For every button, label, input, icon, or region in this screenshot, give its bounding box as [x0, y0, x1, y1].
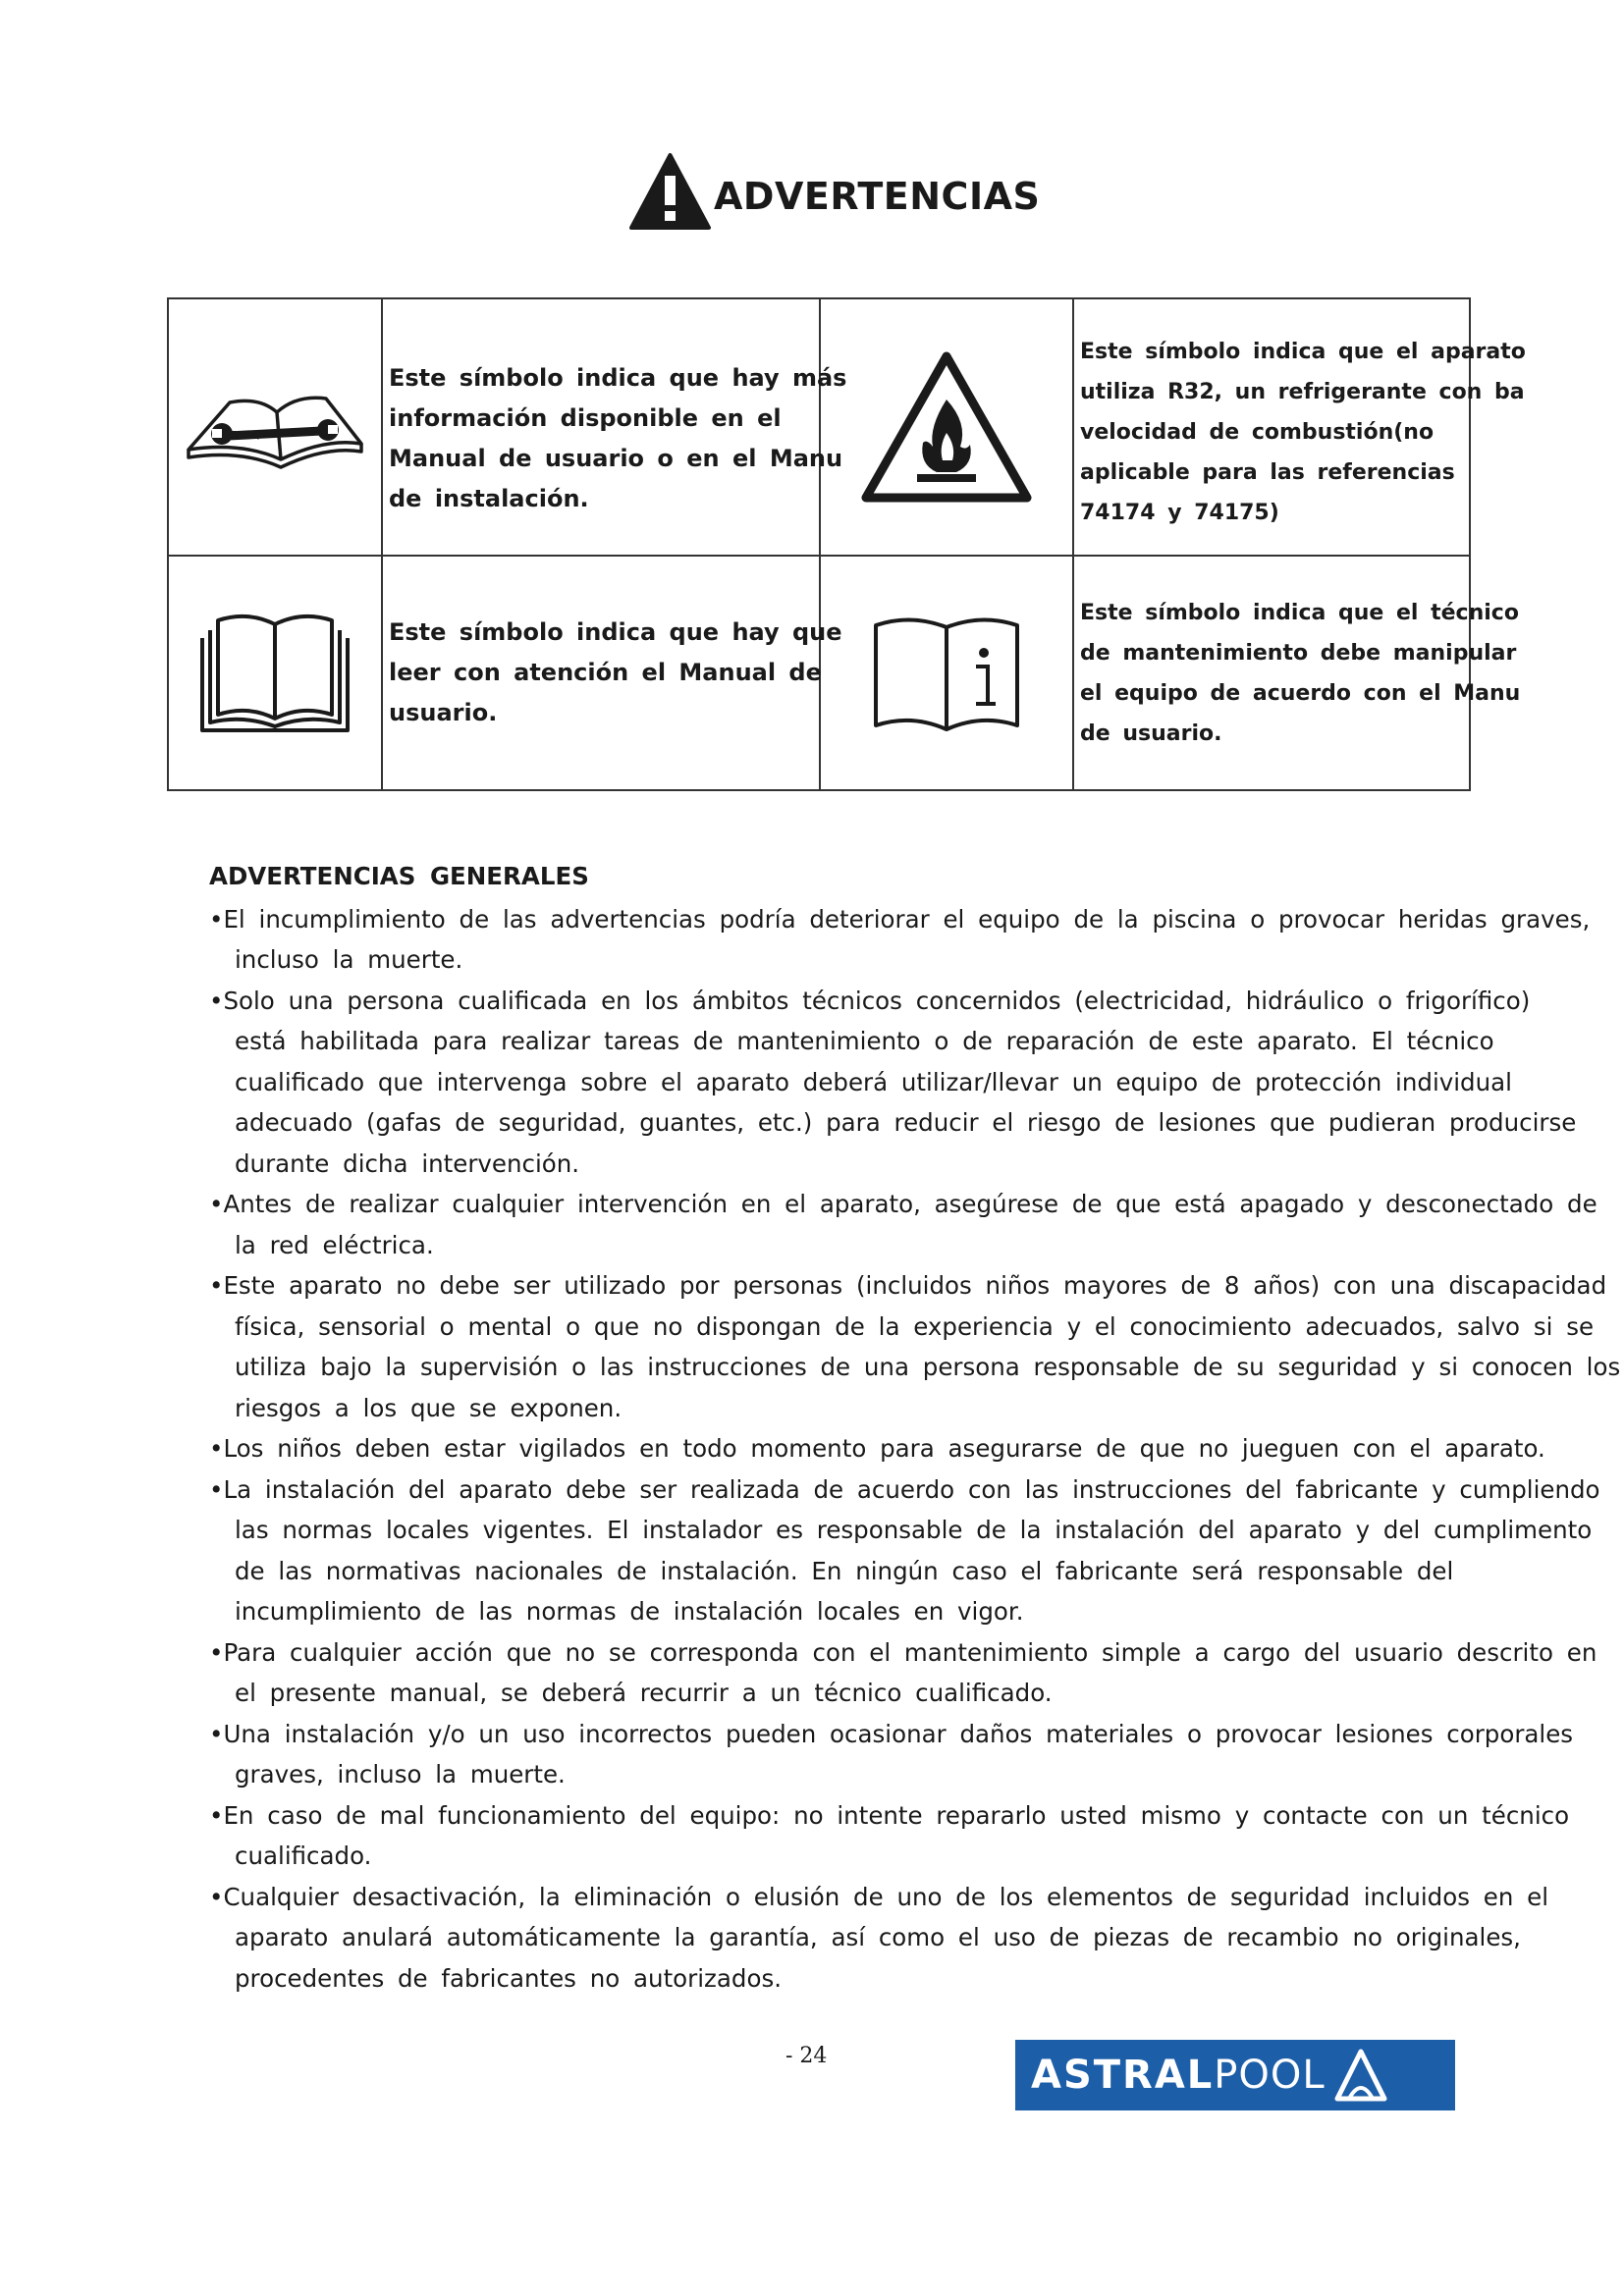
symbols-row: [168, 556, 1470, 790]
symbols-table: [167, 297, 1526, 791]
symbol-description: [1073, 298, 1526, 556]
symbol-cell: [168, 556, 382, 790]
list-item: [209, 981, 1584, 1185]
text-line: utiliza R32, un refrigerante con ba: [1080, 379, 1525, 404]
text-line: graves, incluso la muerte.: [235, 1760, 566, 1789]
text-line: Este símbolo indica que hay que: [389, 618, 842, 646]
text-line: aplicable para las referencias: [1080, 459, 1455, 485]
text-line: leer con atención el Manual de: [389, 659, 822, 686]
list-item: [209, 1469, 1600, 1632]
text-line: cualificado que intervenga sobre el aparato deberá utilizar/llevar un equipo de protección individual: [235, 1067, 1512, 1096]
text-line: •Los niños deben estar vigilados en todo momento para asegurarse de que no jueguen con el aparato.: [209, 1434, 1545, 1463]
text-line: •El incumplimiento de las advertencias podría deteriorar el equipo de la piscina o provocar heridas graves,: [209, 904, 1591, 934]
page-title: ADVERTENCIAS: [714, 175, 1041, 218]
page-number: - 24: [785, 2044, 828, 2068]
read-manual-icon: [196, 605, 353, 742]
logo-mark-icon: [1335, 2048, 1386, 2103]
text-line: de instalación.: [389, 485, 589, 512]
text-line: Este símbolo indica que el técnico: [1080, 600, 1519, 625]
text-line: utiliza bajo la supervisión o las instrucciones de una persona responsable de su seguridad y si conocen los: [235, 1353, 1621, 1381]
open-book-wrench-icon: [179, 373, 371, 481]
text-line: incumplimiento de las normas de instalación locales en vigor.: [235, 1597, 1024, 1626]
list-item: [209, 1265, 1621, 1428]
text-line: Manual de usuario o en el Manu: [389, 445, 843, 472]
text-line: usuario.: [389, 699, 498, 726]
warnings-list: [209, 899, 1621, 2000]
text-line: física, sensorial o mental o que no dispongan de la experiencia y el conocimiento adecuados, salvo si se: [235, 1311, 1595, 1341]
text-line: la red eléctrica.: [235, 1230, 434, 1259]
general-warnings: [209, 856, 1621, 1999]
symbol-description: [382, 556, 842, 790]
logo-text-light: POOL: [1214, 2053, 1326, 2098]
list-item: [209, 1714, 1584, 1795]
warning-icon: [628, 152, 712, 231]
text-line: procedentes de fabricantes no autorizados.: [235, 1963, 783, 1993]
list-item: [209, 1795, 1584, 1877]
text-line: cualificado.: [235, 1842, 372, 1870]
text-line: las normas locales vigentes. El instalador es responsable de la instalación del aparato y del cumplimento: [235, 1516, 1593, 1544]
text-line: velocidad de combustión(no: [1080, 419, 1435, 445]
symbol-cell: [820, 298, 1073, 556]
logo-text-bold: ASTRAL: [1031, 2053, 1215, 2098]
text-line: •Cualquier desactivación, la eliminación o elusión de uno de los elementos de seguridad incluidos en el: [209, 1882, 1549, 1911]
text-line: •Antes de realizar cualquier intervención en el aparato, asegúrese de que está apagado y desconectado de: [209, 1190, 1597, 1218]
text-line: de las normativas nacionales de instalación. En ningún caso el fabricante será responsable del: [235, 1556, 1454, 1585]
list-item: [209, 1877, 1584, 2000]
astralpool-logo: [1015, 2040, 1455, 2110]
text-line: de usuario.: [1080, 721, 1222, 746]
flammable-warning-icon: [858, 348, 1035, 506]
text-line: •Solo una persona cualificada en los ámbitos técnicos concernidos (electricidad, hidráulico o frigorífico): [209, 986, 1531, 1015]
section-heading: ADVERTENCIAS GENERALES: [209, 862, 589, 890]
text-line: •La instalación del aparato debe ser realizada de acuerdo con las instrucciones del fabricante y cumpliendo: [209, 1474, 1600, 1504]
list-item: [209, 1428, 1584, 1469]
list-item: [209, 1184, 1597, 1265]
text-line: riesgos a los que se exponen.: [235, 1393, 623, 1422]
text-line: incluso la muerte.: [235, 945, 463, 974]
list-item: [209, 899, 1591, 981]
text-line: •En caso de mal funcionamiento del equipo: no intente repararlo usted mismo y contacte con un técnico: [209, 1800, 1570, 1830]
symbol-description: [382, 298, 847, 556]
text-line: •Este aparato no debe ser utilizado por personas (incluidos niños mayores de 8 años) con una discapacidad: [209, 1271, 1607, 1300]
symbol-cell: [168, 298, 382, 556]
symbol-description: [1073, 556, 1521, 790]
text-line: de mantenimiento debe manipular: [1080, 640, 1517, 666]
text-line: está habilitada para realizar tareas de mantenimiento o de reparación de este aparato. El técnico: [235, 1027, 1494, 1055]
text-line: el presente manual, se deberá recurrir a un técnico cualificado.: [235, 1679, 1053, 1707]
info-manual-icon: [868, 610, 1025, 737]
text-line: adecuado (gafas de seguridad, guantes, etc.) para reducir el riesgo de lesiones que pudieran producirse: [235, 1108, 1577, 1137]
text-line: durante dicha intervención.: [235, 1148, 580, 1178]
list-item: [209, 1632, 1597, 1714]
text-line: información disponible en el: [389, 404, 782, 432]
text-line: Este símbolo indica que hay más: [389, 364, 847, 392]
text-line: •Para cualquier acción que no se corresponda con el mantenimiento simple a cargo del usuario descrito en: [209, 1637, 1597, 1667]
symbols-row: [168, 298, 1470, 556]
text-line: •Una instalación y/o un uso incorrectos pueden ocasionar daños materiales o provocar lesiones corporales: [209, 1719, 1574, 1748]
page-header: [628, 147, 1040, 236]
symbol-cell: [820, 556, 1073, 790]
text-line: 74174 y 74175): [1080, 500, 1279, 525]
text-line: Este símbolo indica que el aparato: [1080, 339, 1526, 364]
text-line: el equipo de acuerdo con el Manu: [1080, 680, 1521, 706]
text-line: aparato anulará automáticamente la garantía, así como el uso de piezas de recambio no originales,: [235, 1923, 1521, 1951]
